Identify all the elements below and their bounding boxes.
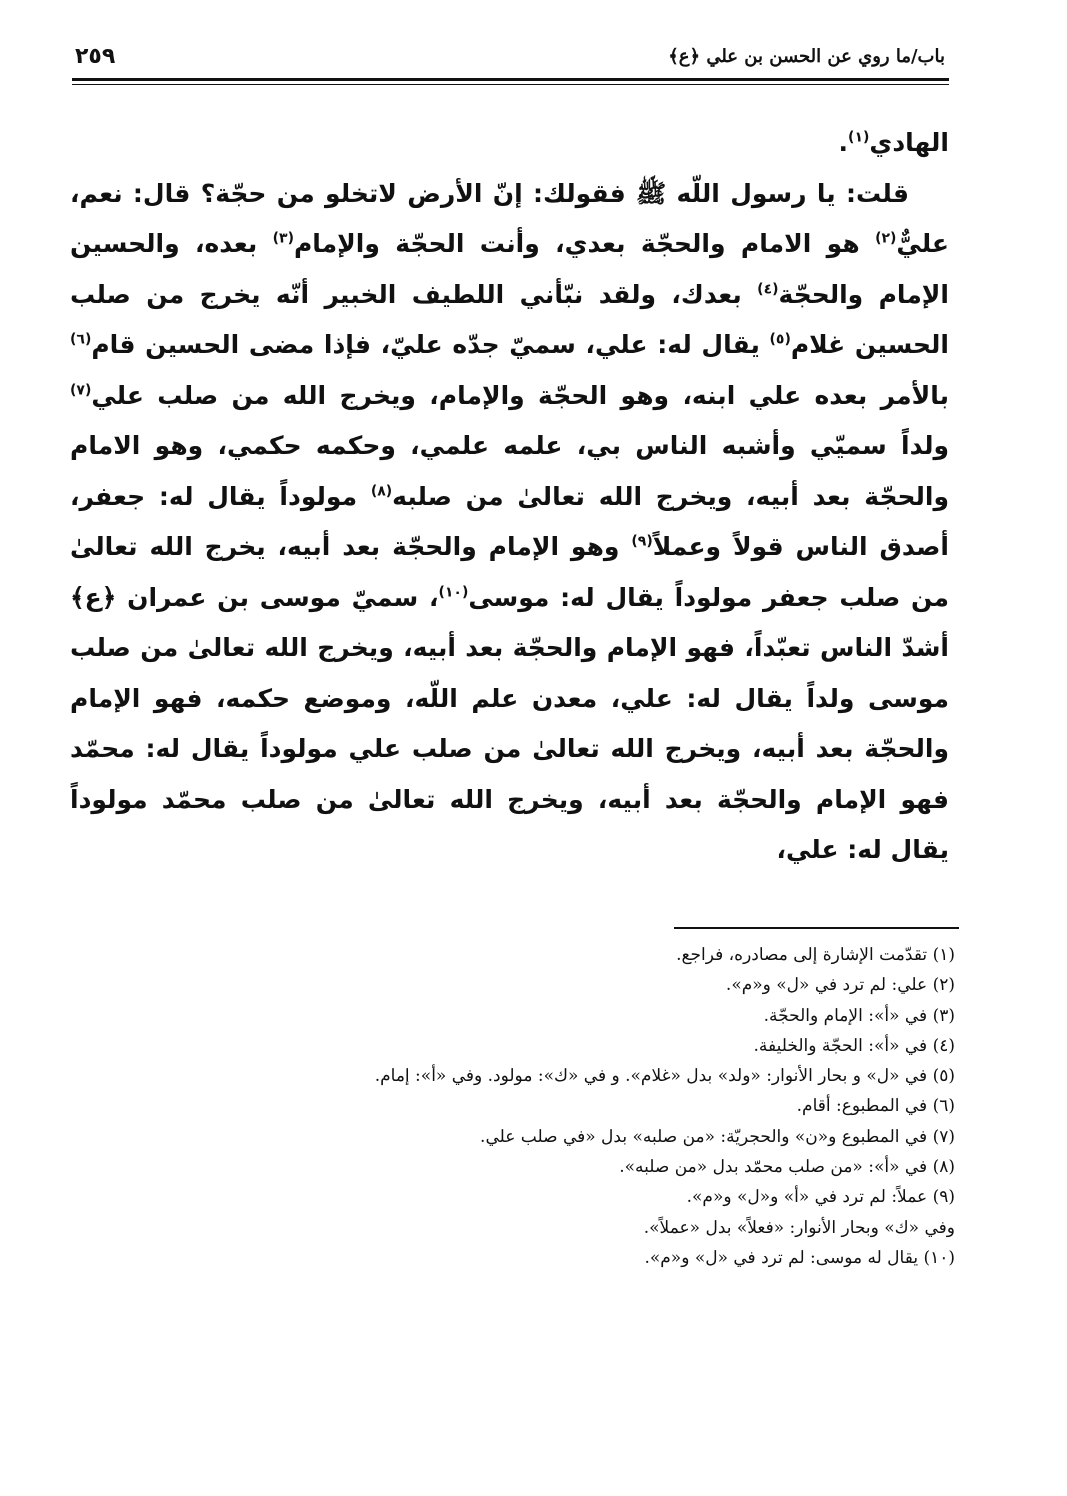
footnote-9: (٩) عملاً: لم ترد في «أ» و«ل» و«م». xyxy=(686,1187,955,1208)
footnote-5: (٥) في «ل» و بحار الأنوار: «ولد» بدل «غلام». و في «ك»: مولود. وفي «أ»: إمام. xyxy=(374,1066,955,1087)
paragraph-2-segment: ولداً سميّي وأشبه الناس بي، علمه علمي، وحكمه حكمي، وهو الامام والحجّة بعد أبيه، ويخرج الله تعالىٰ من صلبه xyxy=(70,431,950,511)
running-title: باب/ما روي عن الحسن بن علي ﴿ع﴾ xyxy=(668,45,945,67)
footnote-ref-2[interactable]: (٢) xyxy=(875,230,897,247)
footnote-ref-6[interactable]: (٦) xyxy=(70,331,92,348)
footnote-9-continued: وفي «ك» وبحار الأنوار: «فعلاً» بدل «عملاً». xyxy=(643,1217,955,1238)
footnote-3: (٣) في «أ»: الإمام والحجّة. xyxy=(763,1005,955,1026)
footnote-ref-4[interactable]: (٤) xyxy=(757,281,779,298)
paragraph-2-segment: بعده، والحسين الإمام والحجّة xyxy=(70,229,949,309)
header-rule-thin xyxy=(72,84,949,85)
footnote-10: (١٠) يقال له موسى: لم ترد في «ل» و«م». xyxy=(644,1247,955,1268)
paragraph-2-segment: بعدك، ولقد نبّأني اللطيف الخبير أنّه يخرج من صلب الحسين غلام xyxy=(70,279,949,359)
running-header xyxy=(75,36,945,76)
footnote-ref-1[interactable]: (١) xyxy=(848,129,870,146)
paragraph-2-segment: مولوداً يقال له: جعفر، أصدق الناس قولاً وعملاً xyxy=(70,481,949,561)
paragraph-1-text: الهادي xyxy=(869,128,949,157)
main-text xyxy=(70,118,949,876)
footnote-8: (٨) في «أ»: «من صلب محمّد بدل «من صلبه». xyxy=(619,1157,955,1178)
paragraph-2-segment: بالأمر بعده علي ابنه، وهو الحجّة والإمام، ويخرج الله من صلب علي xyxy=(91,380,949,410)
footnote-ref-7[interactable]: (٧) xyxy=(70,382,92,399)
footnote-4: (٤) في «أ»: الحجّة والخليفة. xyxy=(753,1035,955,1056)
paragraph-2-segment: ، سميّ موسى بن عمران ﴿ع﴾ أشدّ الناس تعبّداً، فهو الإمام والحجّة بعد أبيه، ويخرج الله تعالىٰ من صلب موسى ولداً يقال له: علي، معدن علم اللّه، وموضع حكمه، فهو الإمام والحجّة بعد أبيه، ويخرج الله تعالىٰ من صلب علي مولوداً يقال له: محمّد فهو الإمام والحجّة بعد أبيه، ويخرج الله تعالىٰ من صلب محمّد مولوداً يقال له: علي، xyxy=(70,582,949,864)
footnote-ref-3[interactable]: (٣) xyxy=(272,230,294,247)
paragraph-2-segment: وهو الإمام والحجّة بعد أبيه، يخرج الله تعالىٰ من صلب جعفر مولوداً يقال له: موسى xyxy=(70,532,949,612)
paragraph-1 xyxy=(70,118,949,169)
footnote-2: (٢) علي: لم ترد في «ل» و«م». xyxy=(725,975,955,996)
footnote-7: (٧) في المطبوع و«ن» والحجريّة: «من صلبه» بدل «في صلب علي. xyxy=(480,1126,955,1147)
footnote-ref-8[interactable]: (٨) xyxy=(370,483,393,500)
footnote-ref-9[interactable]: (٩) xyxy=(631,533,653,550)
footnote-ref-10[interactable]: (١٠) xyxy=(438,584,469,601)
footnote-1: (١) تقدّمت الإشارة إلى مصادره، فراجع. xyxy=(676,945,955,965)
footnotes xyxy=(90,940,955,1273)
paragraph-2-segment: قلت: يا رسول اللّه ﷺ فقولك: إنّ الأرض لاتخلو من حجّة؟ قال: نعم، عليٌّ xyxy=(70,178,949,258)
header-rule xyxy=(72,78,949,81)
paragraph-2 xyxy=(70,169,949,876)
paragraph-2-segment: يقال له: علي، سميّ جدّه عليّ، فإذا مضى الحسين قام xyxy=(91,330,770,359)
footnote-ref-5[interactable]: (٥) xyxy=(769,331,791,348)
page-number: ٢٥٩ xyxy=(75,43,116,69)
footnote-6: (٦) في المطبوع: أقام. xyxy=(796,1096,955,1117)
paragraph-2-segment: هو الامام والحجّة بعدي، وأنت الحجّة والإمام xyxy=(293,229,876,258)
footnote-rule xyxy=(674,927,959,929)
paragraph-1-end: . xyxy=(838,128,849,157)
